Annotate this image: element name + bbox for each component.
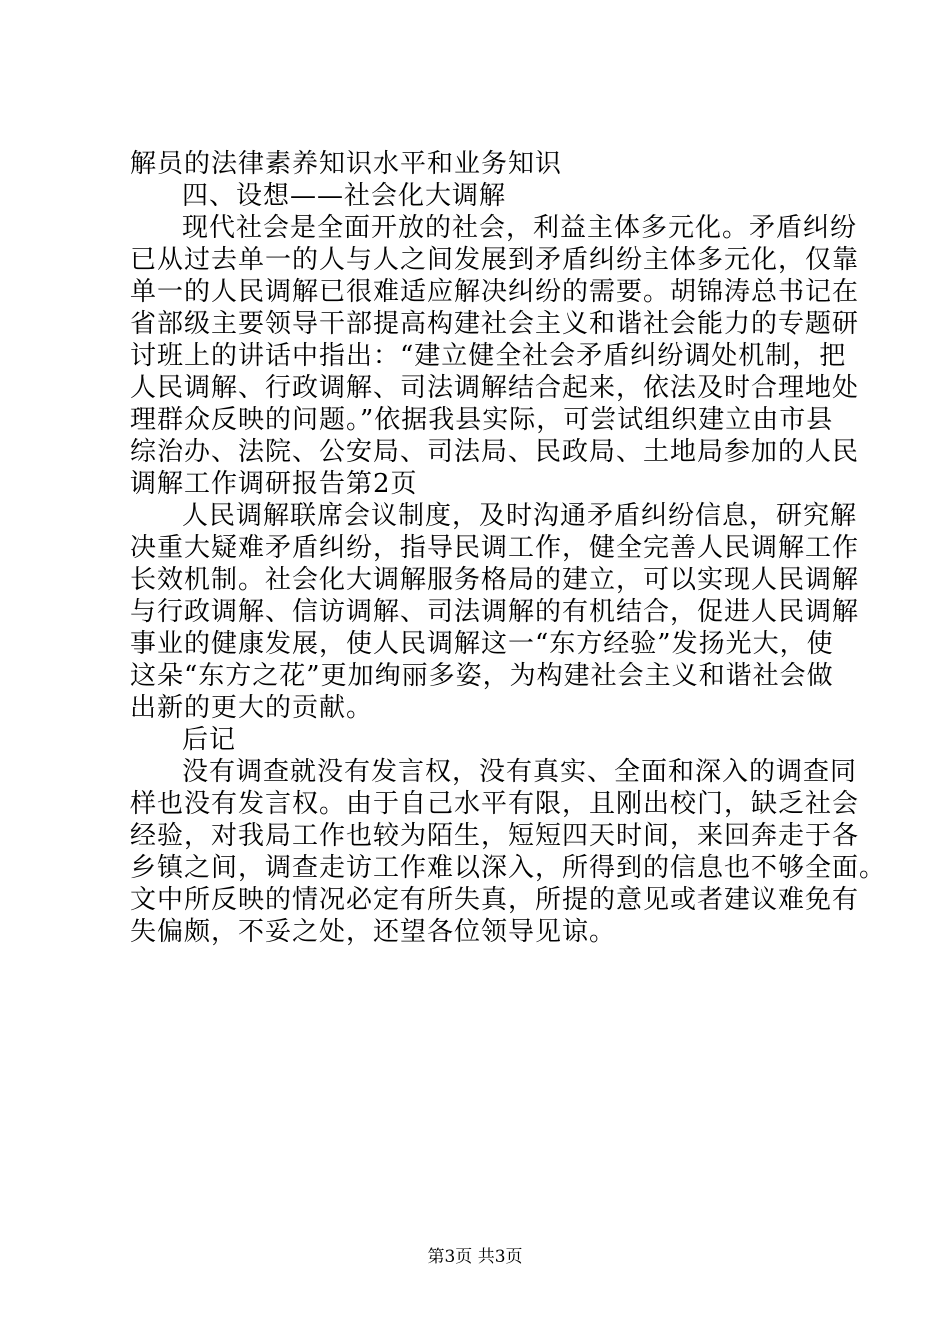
text-line: 文中所反映的情况必定有所失真，所提的意见或者建议难免有 bbox=[130, 885, 860, 915]
text-line: 综治办、法院、公安局、司法局、民政局、土地局参加的人民 bbox=[130, 437, 860, 467]
text-line: 单一的人民调解已很难适应解决纠纷的需要。胡锦涛总书记在 bbox=[130, 277, 860, 307]
text-line: 调解工作调研报告第2页 bbox=[130, 469, 418, 499]
text-line: 经验，对我局工作也较为陌生，短短四天时间，来回奔走于各 bbox=[130, 821, 860, 851]
text-line: 决重大疑难矛盾纠纷，指导民调工作，健全完善人民调解工作 bbox=[130, 533, 860, 563]
text-line: 没有调查就没有发言权，没有真实、全面和深入的调查同 bbox=[182, 757, 858, 787]
text-line: 人民调解联席会议制度，及时沟通矛盾纠纷信息，研究解 bbox=[182, 501, 858, 531]
page-number: 第3页 共3页 bbox=[427, 1247, 523, 1267]
text-line: 省部级主要领导干部提高构建社会主义和谐社会能力的专题研 bbox=[130, 309, 860, 339]
document-body bbox=[130, 148, 887, 948]
text-line: 这朵“东方之花”更加绚丽多姿，为构建社会主义和谐社会做 bbox=[130, 661, 834, 691]
text-line: 解员的法律素养知识水平和业务知识 bbox=[130, 149, 563, 179]
text-line: 乡镇之间，调查走访工作难以深入，所得到的信息也不够全面。 bbox=[130, 853, 887, 883]
text-line: 样也没有发言权。由于自己水平有限，且刚出校门，缺乏社会 bbox=[130, 789, 860, 819]
text-line: 讨班上的讲话中指出：“建立健全社会矛盾纠纷调处机制，把 bbox=[130, 341, 847, 371]
text-line: 人民调解、行政调解、司法调解结合起来，依法及时合理地处 bbox=[130, 373, 860, 403]
text-line: 失偏颇，不妥之处，还望各位领导见谅。 bbox=[130, 917, 617, 947]
text-line: 已从过去单一的人与人之间发展到矛盾纠纷主体多元化，仅靠 bbox=[130, 245, 860, 275]
text-line: 现代社会是全面开放的社会，利益主体多元化。矛盾纠纷 bbox=[182, 213, 858, 243]
text-line: 理群众反映的问题。”依据我县实际，可尝试组织建立由市县 bbox=[130, 405, 834, 435]
section-heading: 后记 bbox=[182, 725, 237, 755]
text-line: 事业的健康发展，使人民调解这一“东方经验”发扬光大，使 bbox=[130, 629, 834, 659]
text-line: 与行政调解、信访调解、司法调解的有机结合，促进人民调解 bbox=[130, 597, 860, 627]
text-line: 出新的更大的贡献。 bbox=[130, 693, 374, 723]
section-heading: 四、设想——社会化大调解 bbox=[182, 181, 507, 211]
text-line: 长效机制。社会化大调解服务格局的建立，可以实现人民调解 bbox=[130, 565, 860, 595]
page-footer bbox=[0, 1246, 950, 1268]
